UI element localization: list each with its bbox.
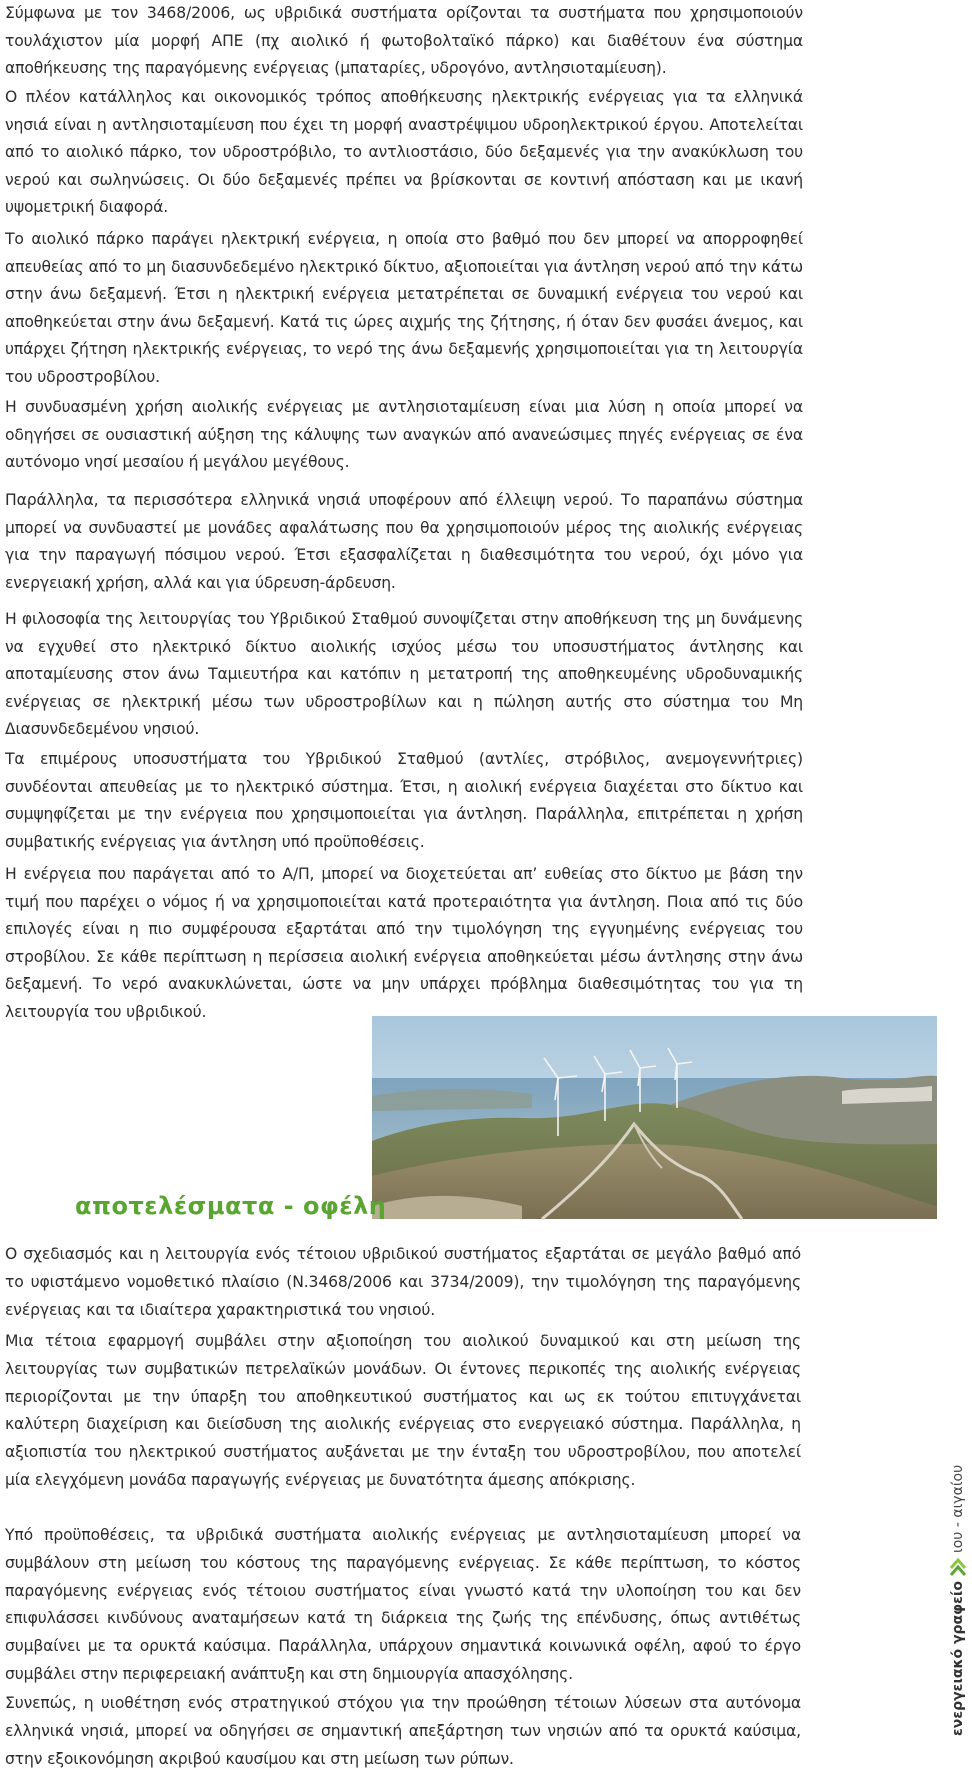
paragraph-wind-park-operation: Το αιολικό πάρκο παράγει ηλεκτρική ενέργεια, η οποία στο βαθμό που δεν μπορεί να απορροφηθεί απευθείας από το μη διασυνδεδεμένο ηλεκτρικό δίκτυο, αξιοποιείται για άντληση νερού από την κάτω στην άνω δεξαμενή. Έτσι η ηλεκτρική ενέργεια μετατρέπεται σε δυναμική ενέργεια του νερού και αποθηκεύεται στην άνω δεξαμενή. Κατά τις ώρες αιχμής της ζήτησης, ή όταν δεν φυσάει άνεμος, και υπάρχει ζήτηση ηλεκτρικής ενέργειας, το νερό της άνω δεξαμενής χρησιμοποιείται για τη λειτουργία του υδροστροβίλου. (5, 230, 803, 386)
sidebar-branding (948, 1465, 968, 1736)
paragraph-desalination: Παράλληλα, τα περισσότερα ελληνικά νησιά υποφέρουν από έλλειψη νερού. Το παραπάνω σύστημα μπορεί να συνδυαστεί με μονάδες αφαλάτωσης που θα χρησιμοποιούν μέρος της αιολικής ενέργειας για την παραγωγή πόσιμου νερού. Έτσι εξασφαλίζεται η διαθεσιμότητα του νερού, όχι μόνο για ενεργειακή χρήση, αλλά και για ύδρευση-άρδευση. (5, 491, 803, 592)
paragraph-design-framework: Ο σχεδιασμός και η λειτουργία ενός τέτοιου υβριδικού συστήματος εξαρτάται σε μεγάλο βαθμό από το υφιστάμενο νομοθετικό πλαίσιο (Ν.3468/2006 και 3734/2009), την τιμολόγηση της παραγόμενης ενέργειας και τα ιδιαίτερα χαρακτηριστικά του νησιού. (5, 1245, 801, 1319)
paragraph-philosophy: Η φιλοσοφία της λειτουργίας του Υβριδικού Σταθμού συνοψίζεται στην αποθήκευση της μη δυνάμενης να εγχυθεί στο ηλεκτρικό δίκτυο αιολικής ισχύος μέσω του υποσυστήματος άντλησης και αποταμίευσης στον άνω Ταμιευτήρα και κατόπιν η μετατροπή της αποθηκευμένης υδροδυναμικής ενέργειας σε ηλεκτρική μέσω των υδροστροβίλων και η πώληση αυτής στο σύστημα του Μη Διασυνδεδεμένου νησιού. (5, 610, 803, 739)
section-heading-results-benefits: αποτελέσματα - οφέλη (75, 1192, 387, 1220)
paragraph-energy-routing: Η ενέργεια που παράγεται από το Α/Π, μπορεί να διοχετεύεται απ’ ευθείας στο δίκτυο με βάση την τιμή που παρέχει ο νόμος ή να χρησιμοποιείται κατά προτεραιότητα για άντληση. Ποια από τις δύο επιλογές είναι η πιο συμφέρουσα εξαρτάται από την τιμολόγηση της εγγυημένης ενέργειας του στροβίλου. Σε κάθε περίπτωση η περίσσεια αιολική ενέργεια αποθηκεύεται μέσω άντλησης στην άνω δεξαμενή. Το νερό ανακυκλώνεται, ώστε να μην υπάρχει πρόβλημα διαθεσιμότητας του για τη λειτουργία του υβριδικού. (5, 865, 803, 1021)
paragraph-combined-use: Η συνδυασμένη χρήση αιολικής ενέργειας με αντλησιοταμίευση είναι μια λύση η οποία μπορεί να οδηγήσει σε ουσιαστική αύξηση της κάλυψης των αναγκών από ανανεώσιμες πηγές ενέργειας σε ένα αυτόνομο νησί μεσαίου ή μεγάλου μεγέθους. (5, 398, 803, 472)
paragraph-conclusion: Συνεπώς, η υιοθέτηση ενός στρατηγικού στόχου για την προώθηση τέτοιων λύσεων στα αυτόνομα ελληνικά νησιά, μπορεί να οδηγήσει σε σημαντική απεξάρτηση των νησιών από τα ορυκτά καύσιμα, στην εξοικονόμηση ακριβού καυσίμου και στη μείωση των ρύπων. (5, 1694, 801, 1768)
paragraph-cost-reduction: Υπό προϋποθέσεις, τα υβριδικά συστήματα αιολικής ενέργειας με αντλησιοταμίευση μπορεί να συμβάλουν στη μείωση του κόστους της παραγόμενης ενέργειας. Σε κάθε περίπτωση, το κόστος παραγόμενης ενέργειας ενός τέτοιου συστήματος είναι γνωστό κατά την υλοποίηση του και δεν επιφυλάσσει κινδύνους αναταμήσεων κατά τη διάρκεια της ζωής της επένδυσης, όπως αντιθέτως συμβαίνει με τα ορυκτά καύσιμα. Παράλληλα, υπάρχουν σημαντικά κοινωνικά οφέλη, αφού το έργο συμβάλει στην περιφερειακή ανάπτυξη και στη δημιουργία απασχόλησης. (5, 1526, 801, 1683)
chevron-logo-icon (948, 1557, 968, 1577)
sidebar-region: ιου - αιγαίου (950, 1464, 966, 1554)
wind-farm-photo (372, 1016, 937, 1219)
sidebar-brand-name: ενεργειακό γραφείο (950, 1581, 966, 1736)
paragraph-subsystems: Τα επιμέρους υποσυστήματα του Υβριδικού Σταθμού (αντλίες, στρόβιλος, ανεμογεννήτριες) συνδέονται απευθείας με το ηλεκτρικό σύστημα. Έτσι, η αιολική ενέργεια διαχέεται στο δίκτυο και συμψηφίζεται με την ενέργεια που χρησιμοποιείται για άντληση. Παράλληλα, επιτρέπεται η χρήση συμβατικής ενέργειας για άντληση υπό προϋποθέσεις. (5, 750, 803, 851)
paragraph-application-benefits: Μια τέτοια εφαρμογή συμβάλει στην αξιοποίηση του αιολικού δυναμικού και στη μείωση της λειτουργίας των συμβατικών πετρελαϊκών μονάδων. Οι έντονες περικοπές της αιολικής ενέργειας περιορίζονται με την ύπαρξη του αποθηκευτικού συστήματος και ως εκ τούτου επιτυγχάνεται καλύτερη διαχείριση και διείσδυση της αιολικής ενέργειας στο ενεργειακό σύστημα. Παράλληλα, η αξιοπιστία του ηλεκτρικού συστήματος αυξάνεται με την ένταξη του υδροστροβίλου, που αποτελεί μία ελεγχόμενη μονάδα παραγωγής ενέργειας με δυνατότητα άμεσης απόκρισης. (5, 1332, 801, 1489)
paragraph-pumped-storage: Ο πλέον κατάλληλος και οικονομικός τρόπος αποθήκευσης ηλεκτρικής ενέργειας για τα ελληνικά νησιά είναι η αντλησιοταμίευση που έχει τη μορφή αναστρέψιμου υδροηλεκτρικού έργου. Αποτελείται από το αιολικό πάρκο, τον υδροστρόβιλο, το αντλιοστάσιο, δύο δεξαμενές για την ανακύκλωση του νερού και σωληνώσεις. Οι δύο δεξαμενές πρέπει να βρίσκονται σε κοντινή απόσταση και με ικανή υψομετρική διαφορά. (5, 88, 803, 217)
paragraph-definition: Σύμφωνα με τον 3468/2006, ως υβριδικά συστήματα ορίζονται τα συστήματα που χρησιμοποιούν τουλάχιστον μία μορφή ΑΠΕ (πχ αιολικό ή φωτοβολταϊκό πάρκο) και διαθέτουν ένα σύστημα αποθήκευσης της παραγόμενης ενέργειας (μπαταρίες, υδρογόνο, αντλησιοταμίευση). (5, 4, 803, 78)
